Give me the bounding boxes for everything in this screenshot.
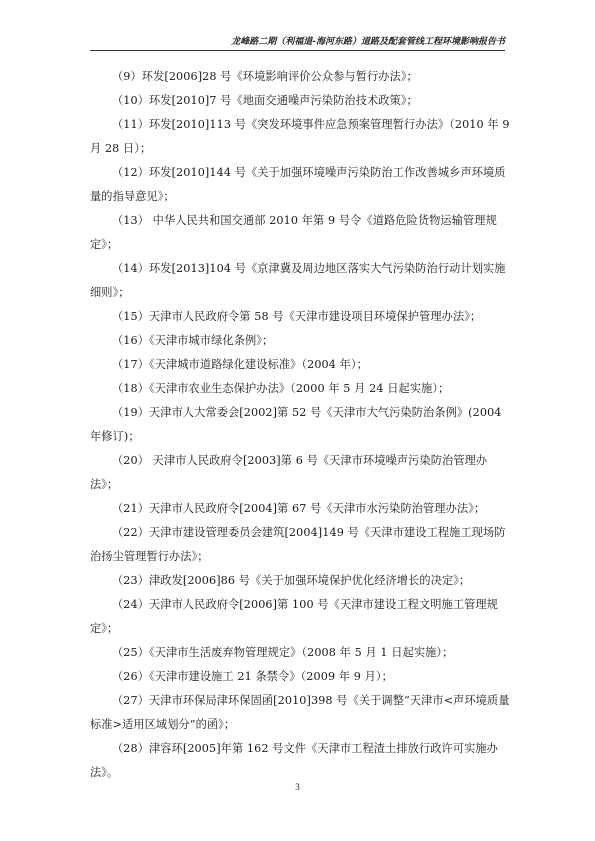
list-item: （23）津政发[2006]86 号《关于加强环境保护优化经济增长的决定》； (112, 574, 471, 587)
page-header: 龙峰路二期（利福道-海河东路）道路及配套管线工程环境影响报告书 (90, 34, 505, 51)
list-item: （15）天津市人民政府令第 58 号《天津市建设项目环境保护管理办法》； (112, 310, 482, 323)
list-item: （17）《天津城市道路绿化建设标准》（2004 年）； (112, 358, 368, 371)
list-item: （10）环发[2010]7 号《地面交通噪声污染防治技术政策》； (112, 94, 418, 107)
list-item: （14）环发[2013]104 号《京津冀及周边地区落实大气污染防治行动计划实施细则》； (90, 262, 506, 299)
list-item: （20） 天津市人民政府令[2003]第 6 号《天津市环境噪声污染防治管理办法》； (90, 454, 488, 491)
list-item: （12）环发[2010]144 号《关于加强环境噪声污染防治工作改善城乡声环境质量的指导意见》； (90, 166, 506, 203)
list-item: （26）《天津市建设施工 21 条禁令》（2009 年 9 月）； (112, 670, 393, 683)
list-item: （13） 中华人民共和国交通部 2010 年第 9 号令《道路危险货物运输管理规定》； (90, 214, 497, 251)
list-item: （18）《天津市农业生态保护办法》（2000 年 5 月 24 日起实施）； (112, 382, 450, 395)
list-item: （25）《天津市生活废弃物管理规定》（2008 年 5 月 1 日起实施）； (112, 646, 454, 659)
list-item: （22）天津市建设管理委员会建筑[2004]149 号《天津市建设工程施工现场防治扬尘管理暂行办法》； (90, 526, 506, 563)
list-item: （24）天津市人民政府令[2006]第 100 号《天津市建设工程文明施工管理规定》； (90, 598, 498, 635)
list-item: （19）天津市人大常委会[2002]第 52 号《天津市大气污染防治条例》(2004 年修订)； (90, 406, 502, 443)
list-item: （11）环发[2010]113 号《突发环境事件应急预案管理暂行办法》（2010 年 9 月 28 日）； (90, 118, 510, 155)
regulation-list (90, 65, 510, 785)
list-item: （21）天津市人民政府令[2004]第 67 号《天津市水污染防治管理办法》； (112, 502, 486, 515)
page-number: 3 (295, 782, 300, 792)
list-item: （9）环发[2006]28 号《环境影响评价公众参与暂行办法》； (112, 70, 418, 83)
list-item: （27）天津市环保局津环保固函[2010]398 号《关于调整“天津市<声环境质量标准>适用区域划分”的函》； (90, 694, 510, 731)
list-item: （16）《天津市城市绿化条例》； (112, 334, 274, 347)
list-item: （28）津容环[2005]年第 162 号文件《天津市工程渣土排放行政许可实施办法》。 (90, 742, 498, 779)
